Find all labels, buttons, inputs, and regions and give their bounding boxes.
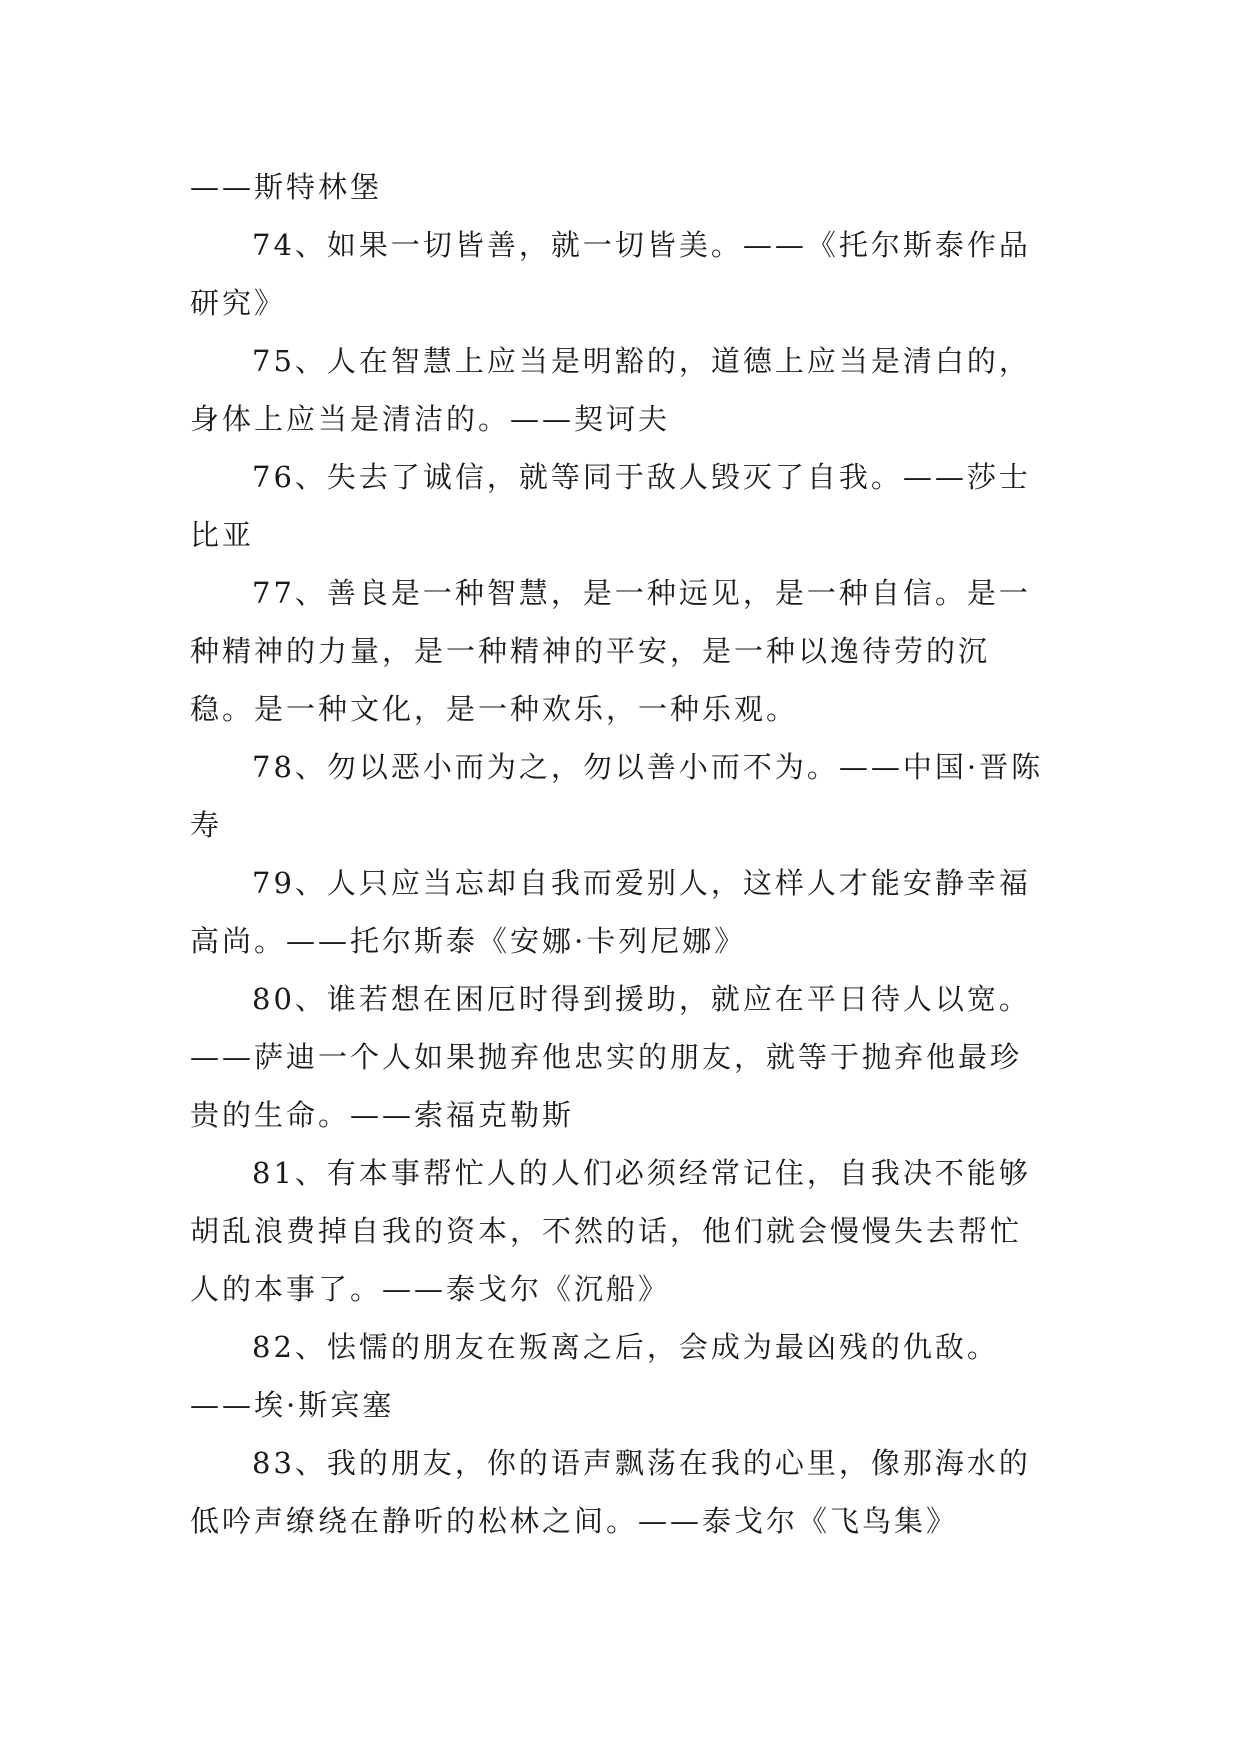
quote-80: 80、谁若想在困厄时得到援助，就应在平日待人以宽。——萨迪一个人如果抛弃他忠实的朋友，就等于抛弃他最珍贵的生命。——索福克勒斯 [190,982,1031,1132]
quote-74: 74、如果一切皆善，就一切皆美。——《托尔斯泰作品研究》 [190,228,1031,320]
quote-76: 76、失去了诚信，就等同于敌人毁灭了自我。——莎士比亚 [190,460,1031,552]
document-body [190,158,1050,1550]
quote-78: 78、勿以恶小而为之，勿以善小而不为。——中国·晋陈寿 [190,750,1044,842]
quote-75: 75、人在智慧上应当是明豁的，道德上应当是清白的，身体上应当是清洁的。——契诃夫 [190,344,1031,436]
quote-81: 81、有本事帮忙人的人们必须经常记住，自我决不能够胡乱浪费掉自我的资本，不然的话，他们就会慢慢失去帮忙人的本事了。——泰戈尔《沉船》 [190,1156,1031,1306]
quote-77: 77、善良是一种智慧，是一种远见，是一种自信。是一种精神的力量，是一种精神的平安，是一种以逸待劳的沉稳。是一种文化，是一种欢乐，一种乐观。 [190,576,1031,726]
quote-82: 82、怯懦的朋友在叛离之后，会成为最凶残的仇敌。——埃·斯宾塞 [190,1330,999,1422]
paragraph-attribution: ——斯特林堡 [190,170,383,204]
quote-83: 83、我的朋友，你的语声飘荡在我的心里，像那海水的低吟声缭绕在静听的松林之间。——泰戈尔《飞鸟集》 [190,1446,1031,1538]
quote-79: 79、人只应当忘却自我而爱别人，这样人才能安静幸福高尚。——托尔斯泰《安娜·卡列尼娜》 [190,866,1031,958]
